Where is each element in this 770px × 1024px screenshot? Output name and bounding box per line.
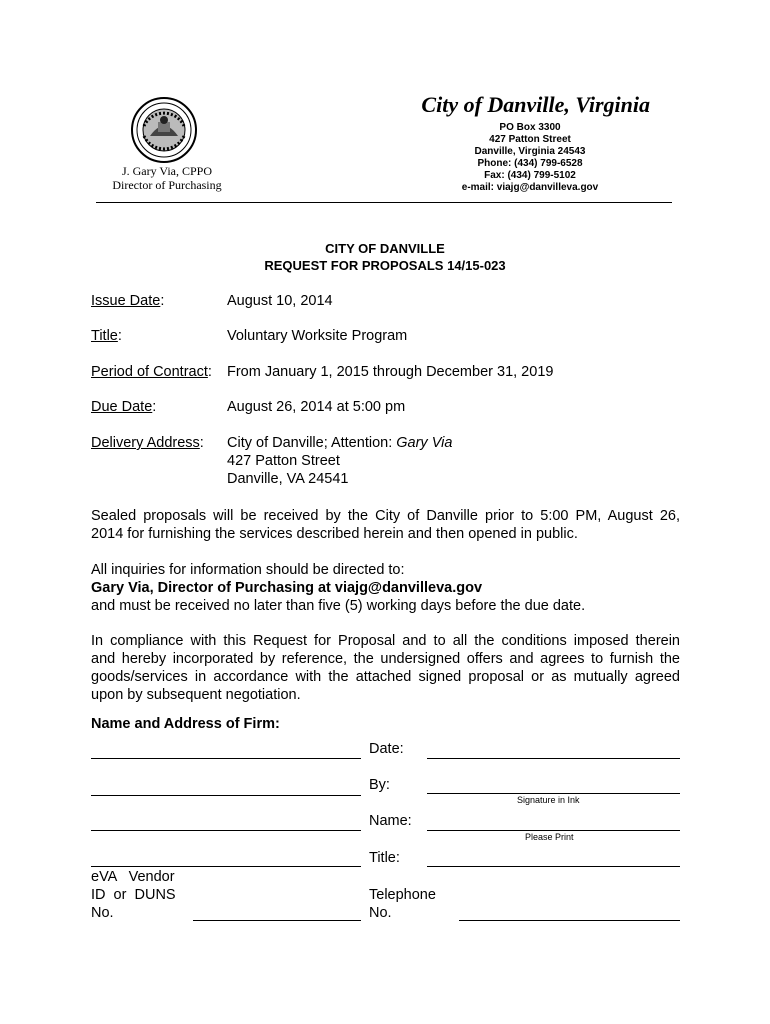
header-divider [96,202,672,203]
period-row: Period of Contract: [91,364,212,380]
firm-address-line-2[interactable] [91,830,361,831]
inquiries-contact: Gary Via, Director of Purchasing at viajg@danvilleva.gov [91,580,483,596]
firm-name-line[interactable] [91,758,361,759]
issue-date-row: Issue Date: [91,293,165,309]
city-script-title: City of Danville, Virginia [421,92,650,117]
eva-label-line3: No. [91,905,114,921]
firm-address-line-3[interactable] [91,866,361,867]
telephone-line[interactable] [459,920,680,921]
title-label: Title [91,328,118,344]
signature-line[interactable] [427,793,680,794]
eva-label-line1: eVA Vendor [91,869,175,885]
inquiries-paragraph [91,561,680,615]
contact-street: 427 Patton Street [489,134,571,145]
print-note: Please Print [525,832,574,842]
telephone-label [369,886,436,922]
firm-address-line-1[interactable] [91,795,361,796]
contact-email: e-mail: viajg@danvilleva.gov [461,182,599,193]
period-label: Period of Contract [91,364,208,380]
contact-po-box: PO Box 3300 [499,122,561,133]
telephone-label-line1: Telephone [369,887,436,903]
delivery-label: Delivery Address [91,435,200,451]
inquiries-line1: All inquiries for information should be directed to: [91,562,405,578]
document-title: CITY OF DANVILLE [325,241,445,256]
signature-note: Signature in Ink [517,795,580,805]
name-line[interactable] [427,830,680,831]
contact-fax: Fax: (434) 799-5102 [484,170,576,181]
compliance-line3: goods/services in accordance with the attached signed proposal or as mutually agreed [91,669,680,685]
title-field-label: Title: [369,850,400,866]
firm-heading: Name and Address of Firm: [91,716,280,732]
sealed-line1: Sealed proposals will be received by the City of Danville prior to 5:00 PM, August 26, [91,508,680,524]
name-label: Name: [369,813,412,829]
contact-phone: Phone: (434) 799-6528 [477,158,583,169]
sealed-proposals-paragraph [91,507,680,543]
compliance-paragraph [91,632,680,704]
by-label: By: [369,777,390,793]
delivery-row: Delivery Address: [91,435,204,451]
compliance-line4: upon by subsequent negotiation. [91,687,301,703]
telephone-label-line2: No. [369,905,392,921]
delivery-attention-name: Gary Via [396,435,453,451]
title-value: Voluntary Worksite Program [227,328,408,344]
issue-date-value: August 10, 2014 [227,293,333,309]
contact-block [430,122,630,194]
rfp-number: REQUEST FOR PROPOSALS 14/15-023 [264,258,506,273]
eva-vendor-label [91,868,176,922]
due-date-row: Due Date: [91,399,157,415]
delivery-line2: 427 Patton Street [227,453,340,469]
eva-vendor-line[interactable] [193,920,361,921]
delivery-line3: Danville, VA 24541 [227,471,349,487]
issue-date-label: Issue Date [91,293,161,309]
director-block [92,164,242,192]
compliance-line1: In compliance with this Request for Proposal and to all the conditions imposed therein [91,633,680,649]
contact-city-state: Danville, Virginia 24543 [474,146,586,157]
sealed-line2: 2014 for furnishing the services described herein and then opened in public. [91,526,578,542]
delivery-line1: City of Danville; Attention [227,435,389,451]
inquiries-line3: and must be received no later than five (5) working days before the due date. [91,598,586,614]
director-title: Director of Purchasing [112,178,222,192]
due-date-value: August 26, 2014 at 5:00 pm [227,399,406,415]
period-value: From January 1, 2015 through December 31, 2019 [227,364,554,380]
compliance-line2: and hereby incorporated by reference, the undersigned offers and agrees to furnish the [91,651,680,667]
city-seal-logo [130,96,198,164]
title-row: Title: [91,328,122,344]
date-label: Date: [369,741,404,757]
date-line[interactable] [427,758,680,759]
eva-label-line2: ID or DUNS [91,887,176,903]
delivery-address: City of Danville; Attention: Gary Via 427 Patton Street Danville, VA 24541 [227,435,453,487]
director-name: J. Gary Via, CPPO [121,164,213,178]
title-field-line[interactable] [427,866,680,867]
due-date-label: Due Date [91,399,153,415]
